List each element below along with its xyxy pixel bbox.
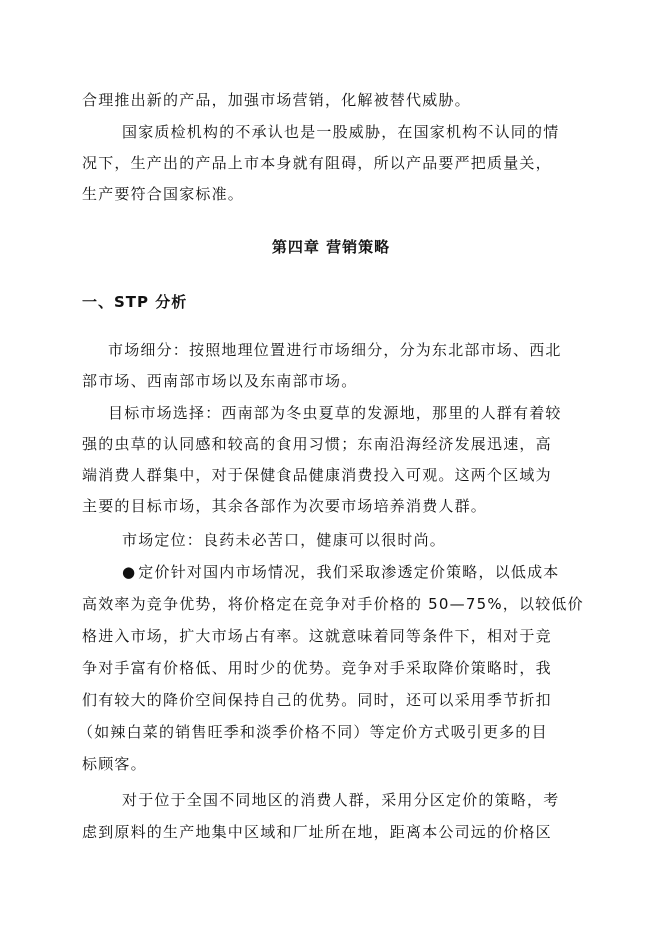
quality-paragraph-line-2: 况下，生产出的产品上市本身就有阻碍，所以产品要严把质量关， (82, 154, 552, 172)
pricing-line-6: （如辣白菜的销售旺季和淡季价格不同）等定价方式吸引更多的目 (78, 723, 548, 741)
target-market-line-2: 强的虫草的认同感和较高的食用习惯；东南沿海经济发展迅速，高 (82, 435, 552, 453)
regional-pricing-line-2: 虑到原料的生产地集中区域和厂址所在地，距离本公司远的价格区 (82, 823, 552, 841)
pricing-line-1 (122, 562, 560, 582)
chapter-title: 第四章 营销策略 (271, 238, 391, 256)
pricing-line-1-text: 定价针对国内市场情况，我们采取渗透定价策略，以低成本 (138, 563, 560, 581)
segmentation-line-2: 部市场、西南部市场以及东南部市场。 (82, 372, 358, 390)
target-market-line-4: 主要的目标市场，其余各部作为次要市场培养消费人群。 (82, 497, 488, 515)
quality-paragraph-line-3: 生产要符合国家标准。 (82, 185, 245, 203)
bullet-icon: ● (122, 563, 137, 581)
pricing-line-2: 高效率为竞争优势，将价格定在竞争对手价格的 50—75%，以较低价 (82, 595, 584, 613)
paragraph-threats-end: 合理推出新的产品，加强市场营销，化解被替代威胁。 (82, 91, 471, 109)
target-market-line-1: 目标市场选择：西南部为冬虫夏草的发源地，那里的人群有着较 (108, 404, 562, 422)
target-market-line-3: 端消费人群集中，对于保健食品健康消费投入可观。这两个区域为 (82, 466, 552, 484)
quality-paragraph-line-1: 国家质检机构的不承认也是一股威胁，在国家机构不认同的情 (122, 123, 560, 141)
pricing-line-4: 争对手富有价格低、用时少的优势。竞争对手采取降价策略时，我 (82, 659, 552, 677)
pricing-line-3: 格进入市场，扩大市场占有率。这就意味着同等条件下，相对于竞 (82, 627, 552, 645)
positioning-line: 市场定位：良药未必苦口，健康可以很时尚。 (122, 531, 447, 549)
segmentation-line-1: 市场细分：按照地理位置进行市场细分，分为东北部市场、西北 (108, 341, 562, 359)
section-title-stp: 一、STP 分析 (82, 293, 188, 311)
regional-pricing-line-1: 对于位于全国不同地区的消费人群，采用分区定价的策略，考 (122, 791, 560, 809)
pricing-line-5: 们有较大的降价空间保持自己的优势。同时，还可以采用季节折扣 (82, 691, 552, 709)
pricing-line-7: 标顾客。 (82, 755, 147, 773)
